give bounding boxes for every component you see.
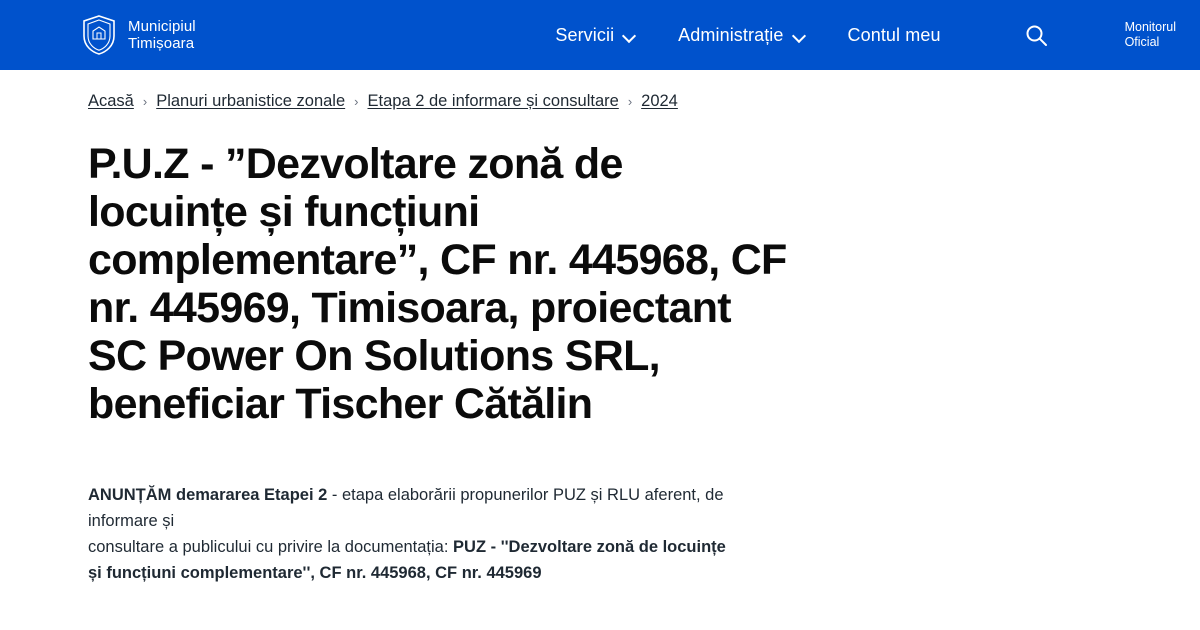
page-title: P.U.Z - ”Dezvoltare zonă de locuințe și funcțiuni complementare”, CF nr. 445968, CF nr. 445969, Timisoara, proiectant SC Power On Solutions SRL, beneficiar Tischer Cătălin bbox=[88, 140, 787, 428]
monitorul-oficial-link[interactable] bbox=[1125, 20, 1176, 50]
paragraph-line2-prefix: consultare a publicului cu privire la documentația: bbox=[88, 538, 454, 556]
monitorul-oficial-line-1: Monitorul bbox=[1124, 20, 1176, 34]
breadcrumb bbox=[88, 92, 1200, 111]
nav-item-contul-meu[interactable] bbox=[848, 25, 941, 46]
search-icon[interactable] bbox=[1023, 22, 1049, 48]
breadcrumb-item-etapa-2[interactable]: Etapa 2 de informare și consultare bbox=[367, 92, 619, 110]
nav-item-servicii[interactable] bbox=[555, 25, 636, 46]
nav-item-servicii-label: Servicii bbox=[555, 24, 615, 45]
paragraph-mid-text: - etapa elaborării propunerilor PUZ și RLU aferent, de informare și bbox=[88, 486, 724, 530]
main-navigation bbox=[555, 20, 1176, 50]
chevron-down-icon bbox=[793, 30, 806, 43]
nav-item-administratie-label: Administrație bbox=[678, 24, 784, 45]
paragraph-line2-bold: PUZ - ''Dezvoltare zonă de locuințe și funcțiuni complementare'', CF nr. 445968, CF nr. 445969 bbox=[88, 538, 726, 582]
breadcrumb-separator: › bbox=[142, 94, 148, 109]
nav-item-contul-meu-label: Contul meu bbox=[847, 24, 941, 45]
breadcrumb-separator: › bbox=[354, 94, 359, 109]
breadcrumb-item-acasa[interactable]: Acasă bbox=[88, 92, 134, 110]
paragraph-lead-bold: ANUNȚĂM demararea Etapei 2 bbox=[88, 486, 328, 504]
breadcrumb-item-2024[interactable]: 2024 bbox=[641, 92, 678, 110]
nav-item-administratie[interactable] bbox=[678, 25, 805, 46]
brand-logo[interactable] bbox=[82, 15, 196, 55]
brand-line-1: Municipiul bbox=[128, 18, 196, 35]
article-intro-paragraph bbox=[88, 482, 738, 586]
breadcrumb-item-planuri-urbanistice-zonale[interactable]: Planuri urbanistice zonale bbox=[156, 92, 346, 110]
city-crest-icon bbox=[82, 15, 116, 55]
brand-text bbox=[128, 18, 196, 52]
chevron-down-icon bbox=[623, 30, 636, 43]
monitorul-oficial-line-2: Oficial bbox=[1124, 35, 1160, 49]
breadcrumb-separator: › bbox=[627, 94, 633, 109]
page-content bbox=[0, 92, 1200, 586]
brand-line-2: Timișoara bbox=[128, 35, 195, 52]
site-header bbox=[0, 0, 1200, 70]
